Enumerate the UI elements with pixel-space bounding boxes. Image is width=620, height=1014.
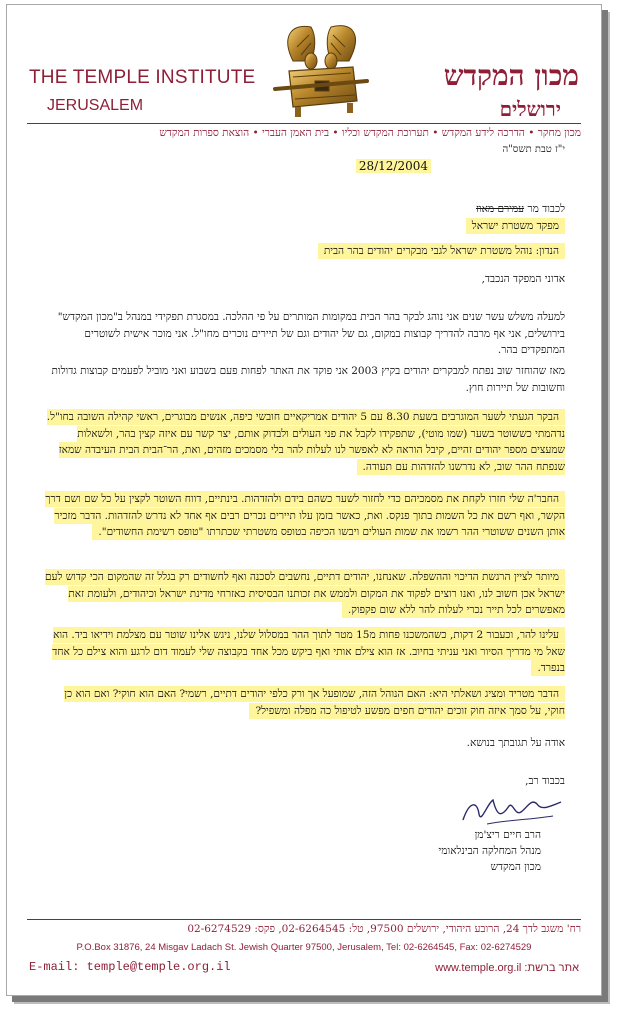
footer-website[interactable]: אתר ברשת: www.temple.org.il [435, 962, 579, 974]
paragraph-1: למעלה משלש עשר שנים אני נוהג לבקר בהר הבית במקומות המותרים על פי ההלכה. במסגרת תפקידי במנהל ב"מכון המקדש" בירושלים, אני אף מרבה להדריך קבוצות במקום, גם של יהודים וגם של תיירים נוכרים מחו"ל. אני מוכר אישית לשוטרים המתפקדים בהר. [57, 311, 565, 356]
paragraph-5 [45, 569, 565, 619]
paragraph-6-text: עלינו להר, וכעבור 2 דקות, כשהמשכנו פחות מ15 מטר לתוך ההר במסלול שלנו, ניגש אלינו שוטר עם מצלמת וידיאו ביד. הוא שאל מי מדריך הסיור ואני עניתי בחיוב. אז הוא צילם אותי ואף ביקש מכל אחד בקבוצה שלי לעמוד דום לרגע והוא צילם כל אחד בנפרד. [52, 629, 565, 674]
signer-title: מנהל המחלקה הבינלאומי [438, 845, 541, 857]
header-divider [27, 123, 581, 124]
paragraph-7 [45, 686, 565, 719]
footer-email[interactable]: E-mail: temple@temple.org.il [29, 960, 231, 974]
institute-english-city: JERUSALEM [47, 97, 144, 114]
institute-departments-line: מכון מחקר • הדרכה לידע המקדש • תערוכת המקדש וכליו • בית האמן העברי • הוצאת ספרות המקדש [159, 127, 581, 139]
recipient-title: מפקד משטרת ישראל [466, 218, 565, 234]
paragraph-7-text: הדבר מטריד ומציג ושאלתי היא: האם הנוהל הזה, שמופעל אך ורק כלפי יהודים דתיים, רשמי? האם הוא חוקי? ואם הוא כן חוקי, על סמך איזה חוק זוכים יהודים חפים מפשע לטיפול כה מפלה ומשפיל? [64, 688, 565, 717]
institute-hebrew-name: מכון המקדש [443, 59, 579, 92]
letter-date: 28/12/2004 [356, 159, 431, 173]
recipient-prefix: לכבוד מר [527, 203, 565, 215]
thanks-line: אודה על תגובתך בנושא. [466, 737, 565, 749]
subject-line [45, 243, 565, 260]
signature-block [439, 827, 541, 875]
footer-english-address: P.O.Box 31876, 24 Misgav Ladach St. Jewish Quarter 97500, Jerusalem, Tel: 02-6264545, Fax: 02-6274529 [76, 942, 532, 953]
paragraph-6 [45, 627, 565, 677]
paragraph-4 [45, 491, 565, 541]
signer-organization: מכון המקדש [490, 861, 541, 873]
greeting: אדוני המפקד הנכבד, [481, 273, 565, 285]
recipient-block [45, 201, 565, 234]
paragraph-3-text: הבקר הגעתי לשער המוגרבים בשעת 8.30 עם 5 יהודים אמריקאיים חובשי כיפה, אנשים מבוגרים, ראשי קהילה השובה בחו"ל. נדהמתי כששוטר בשער (שמו מוטי), שתפקידו לקבל את פני העולים ולבדוק אותם, יצר קשר עם איזה קצין בהר, ולשאלות שמעצים מספר יהודים זהיים, קיבל הוראה לא לאפשר לנו לעלות להר בלי מסמכים מזהים, ואת, הר־הבית הבית העיבדה שמאז שנפתח ההר שוב, לא נדרשנו להזדהות עם תעודה. [46, 411, 565, 473]
paragraph-3 [45, 409, 565, 475]
handwritten-signature-icon [457, 790, 567, 830]
footer-hebrew-address: רח' משגב לדך 24, הרובע היהודי, ירושלים 97500, טל: 02-6264545, פקס: 02-6274529 [187, 923, 581, 935]
paragraph-2: מאז שהוחזר שוב נפתח למבקרים יהודים בקיץ 2003 אני פוקד את האתר לפחות פעם בשבוע ואני מוביל לפעמים קבוצות גדולות וחשובות של תיירות חוץ. [51, 365, 565, 394]
closing-line: בכבוד רב, [525, 775, 565, 787]
paragraph-4-text: החבר'ה שלי חזרו לקחת את מסמכיהם כדי לחזור לשער כשהם בידם ולהזדהות. בינתיים, דווח השוטר לקצין על כל שם ושם דרך הקשר, ואף רשם את כל השמות בתוך פנקס. ואת, כאשר בזמן עלו תיירים נכרים רבים אף אחד לא נדרש להזדהות. הדבר מזכיר אותן השנים ששוטרי ההר רשמו את שמות העולים ויבשו הכיפה בטופס משטרתי שכתרתו "טופס רשימת החשודים". [45, 493, 565, 538]
recipient-name: עמירם מאוז [475, 203, 525, 215]
institute-english-name: THE TEMPLE INSTITUTE [29, 67, 256, 88]
paragraph-5-text: מיותר לציין הרגשת הדיכוי וההשפלה. שאנחנו, יהודים דתיים, נחשבים לסכנה ואף לחשודים רק בגלל זה שהמקום הכי קדוש לעם ישראל אכן חשוב לנו, ואנו רוצים לפקוד את המקום ולממש את זכותנו הבסיסית כאזרחי מדינת ישראל וכיהודים, ולעומת זאת מאפשרים לכל תייר נכרי לעלות להר ללא שום פקפוק. [45, 571, 565, 616]
subject-text: הנדון: נוהל משטרת ישראל לגבי מבקרים יהודים בהר הבית [318, 243, 565, 259]
institute-hebrew-city: ירושלים [499, 97, 561, 121]
footer-divider [27, 919, 581, 920]
hebrew-date: י"ז טבת תשס"ה [502, 144, 565, 155]
signer-name: הרב חיים ריצ'מן [474, 829, 541, 841]
recipient-line-1 [45, 201, 565, 218]
letter-page [6, 4, 602, 996]
golden-ark-icon [271, 17, 371, 121]
